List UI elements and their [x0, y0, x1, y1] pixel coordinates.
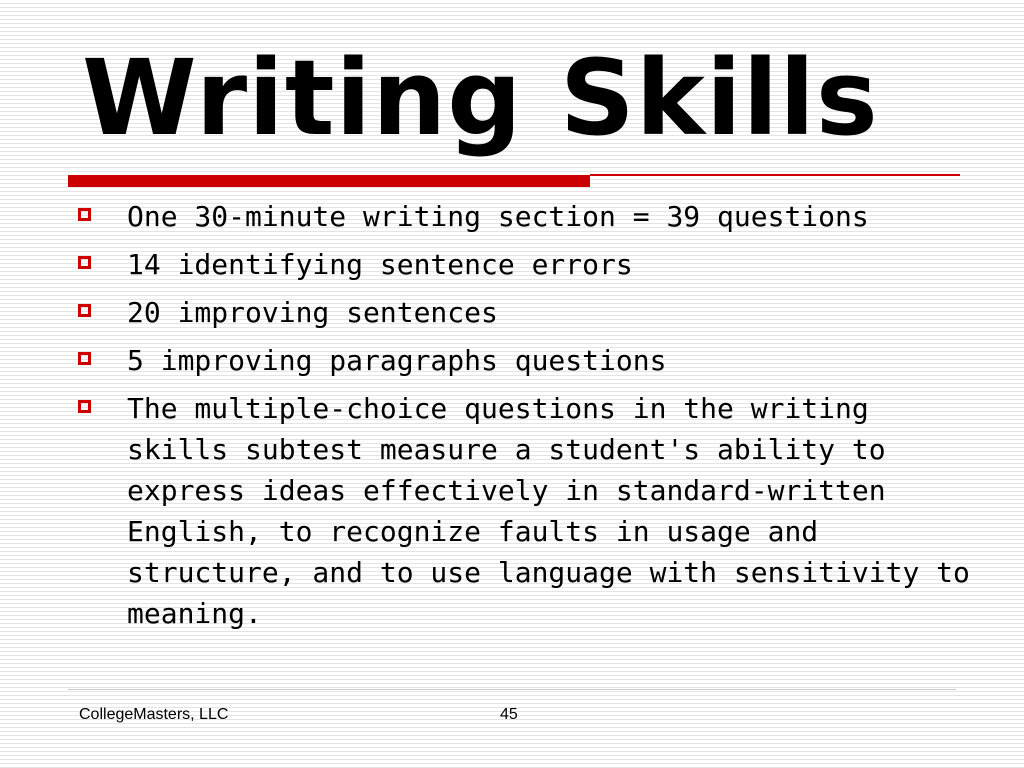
- bullet-list: [70, 196, 970, 641]
- title-underline-thin: [590, 174, 960, 176]
- footer-divider: [68, 689, 956, 690]
- bullet-text: One 30-minute writing section = 39 questions: [127, 200, 869, 233]
- list-item: [70, 388, 970, 634]
- slide-title: Writing Skills: [82, 37, 879, 159]
- square-bullet-icon: [78, 400, 91, 413]
- page-number: 45: [500, 706, 518, 723]
- square-bullet-icon: [78, 352, 91, 365]
- square-bullet-icon: [78, 208, 91, 221]
- square-bullet-icon: [78, 304, 91, 317]
- list-item: [70, 340, 970, 381]
- bullet-text: 20 improving sentences: [127, 296, 498, 329]
- bullet-text: 14 identifying sentence errors: [127, 248, 633, 281]
- footer-company: CollegeMasters, LLC: [79, 706, 229, 723]
- square-bullet-icon: [78, 256, 91, 269]
- bullet-text: The multiple-choice questions in the writing skills subtest measure a student's ability to express ideas effectively in standard-written English, to recognize faults in usage and structure, and to use language with sensitivity to meaning.: [127, 392, 970, 630]
- title-underline-accent: [68, 175, 590, 187]
- list-item: [70, 196, 970, 237]
- list-item: [70, 244, 970, 285]
- list-item: [70, 292, 970, 333]
- bullet-text: 5 improving paragraphs questions: [127, 344, 667, 377]
